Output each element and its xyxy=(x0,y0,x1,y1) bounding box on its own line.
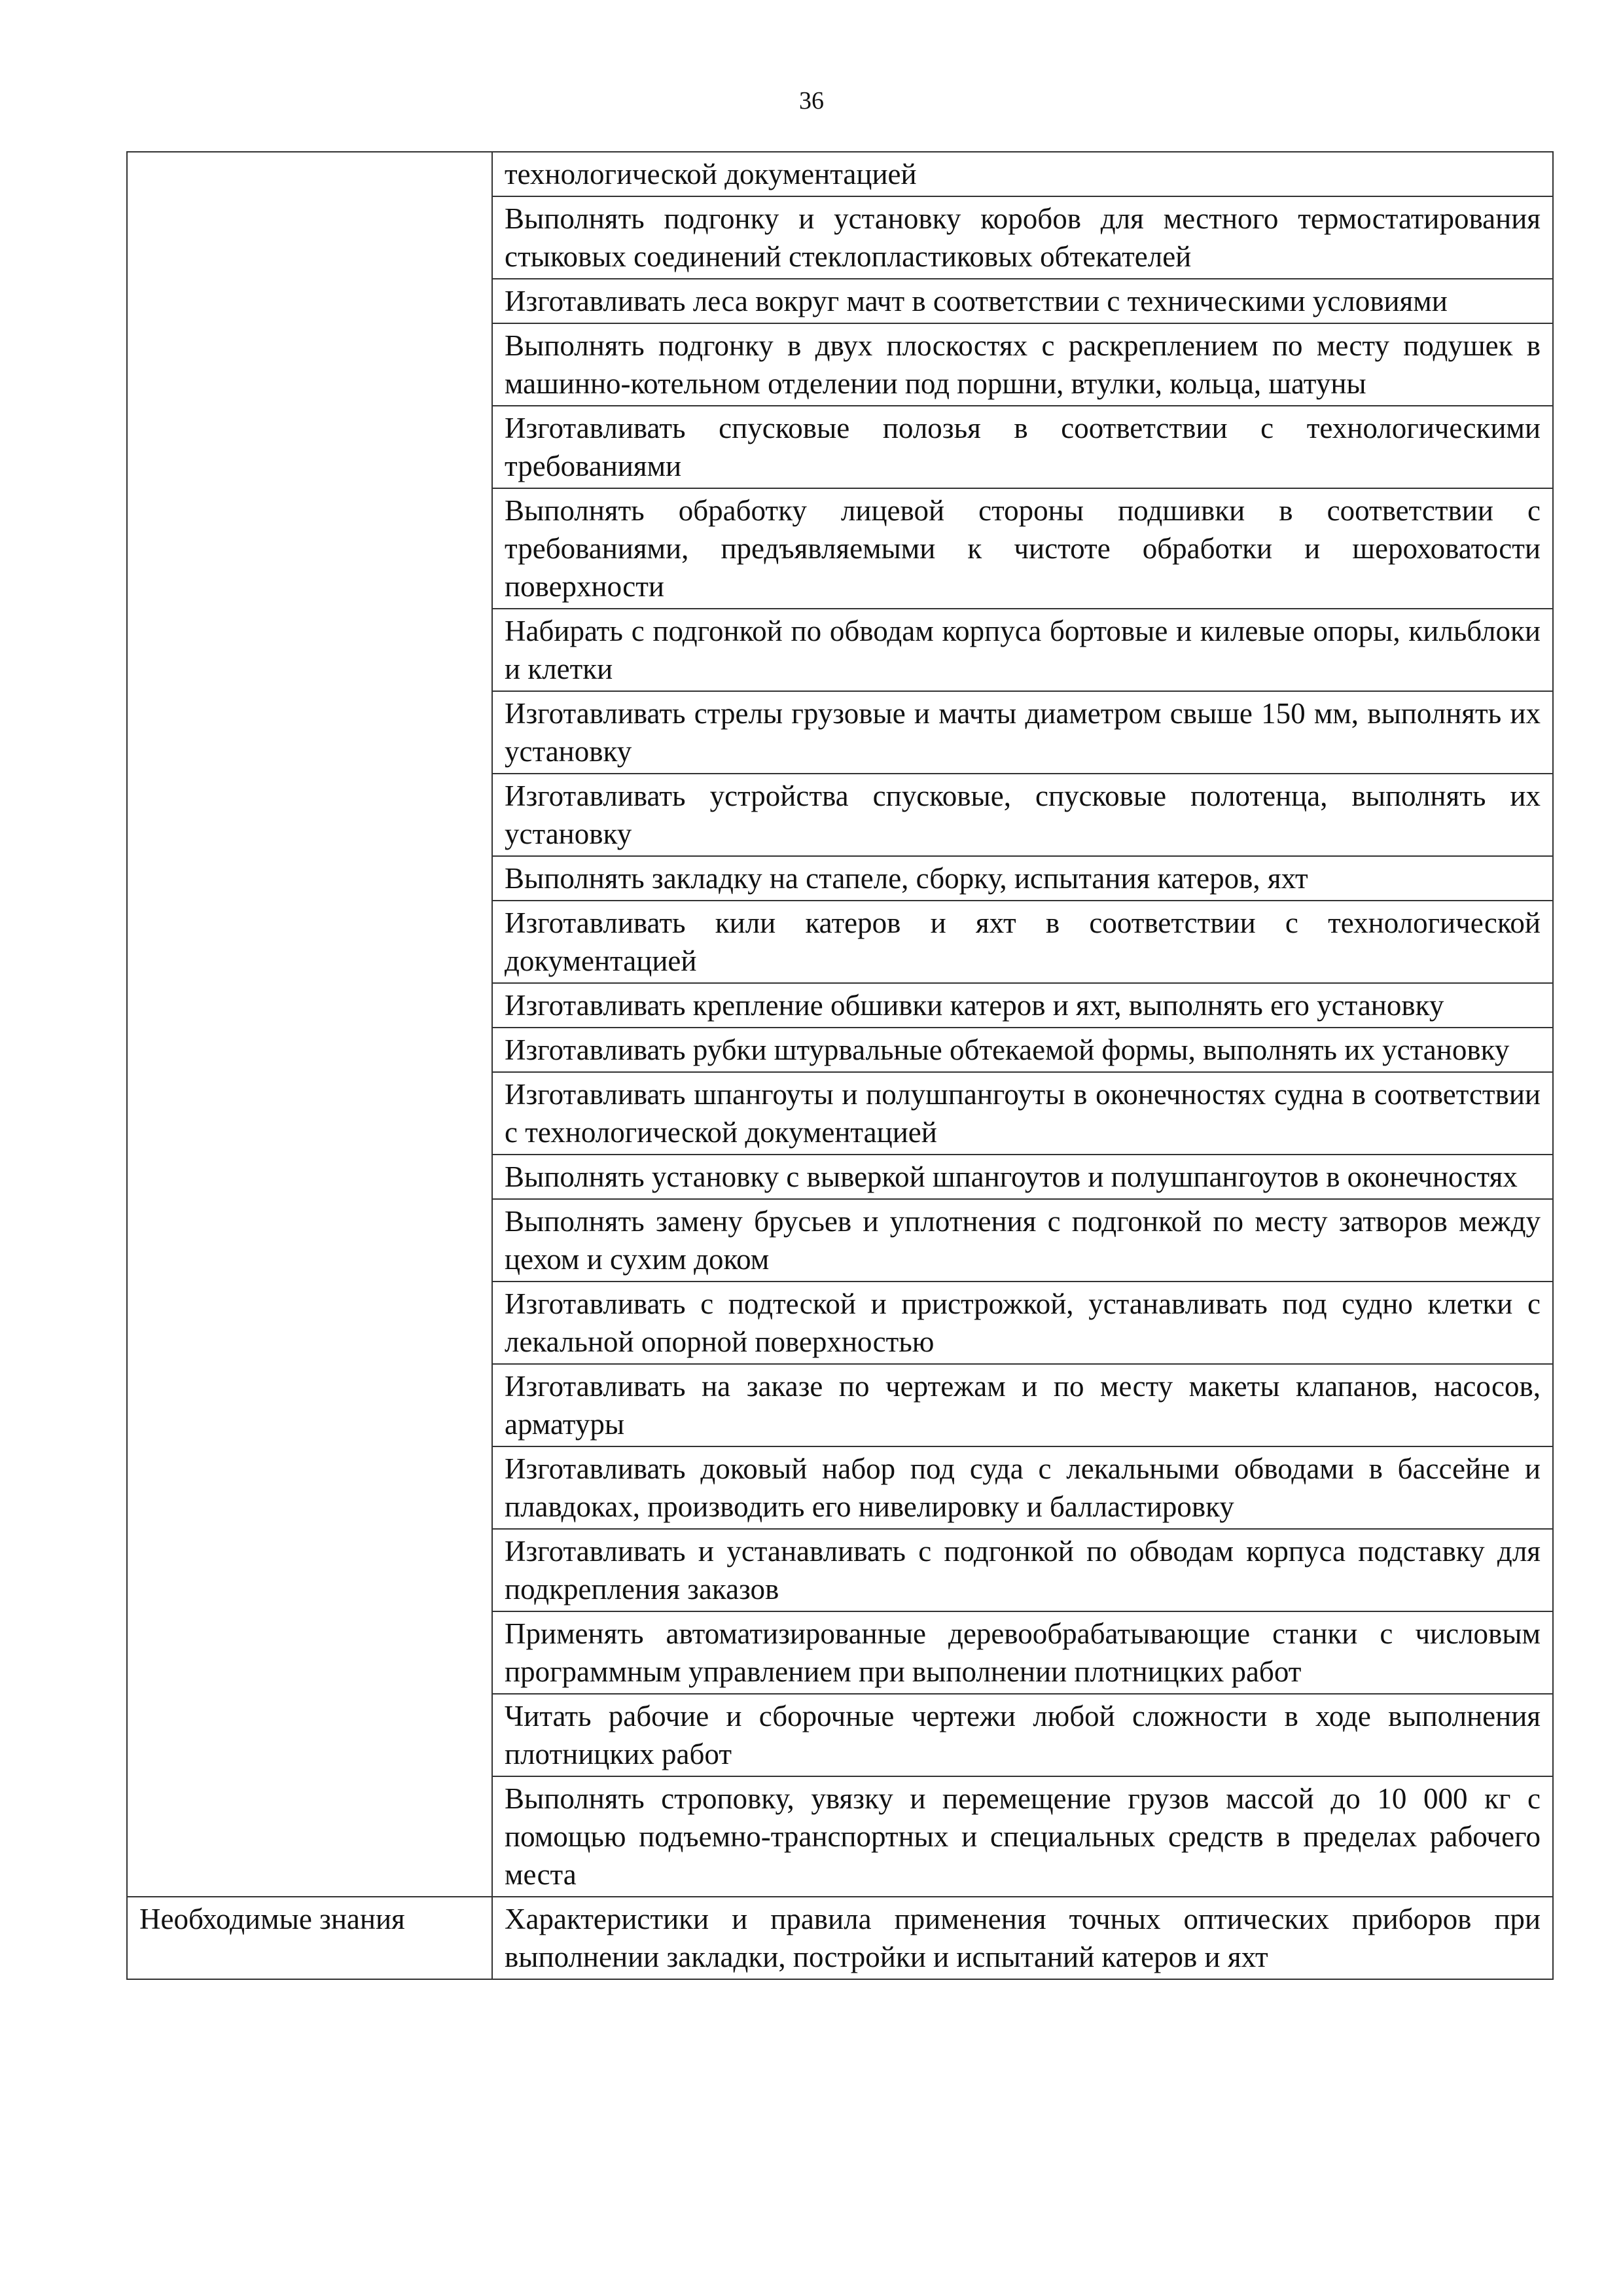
skill-item: Изготавливать крепление обшивки катеров и яхт, выполнять его установку xyxy=(492,983,1553,1028)
skill-item: Выполнять подгонку и установку коробов для местного термостатирования стыковых соединений стеклопластиковых обтекателей xyxy=(492,196,1553,279)
skill-item: Изготавливать устройства спусковые, спусковые полотенца, выполнять их установку xyxy=(492,774,1553,856)
skill-item: Читать рабочие и сборочные чертежи любой сложности в ходе выполнения плотницких работ xyxy=(492,1694,1553,1776)
skills-label-cell xyxy=(127,152,492,1897)
skill-item: Применять автоматизированные деревообрабатывающие станки с числовым программным управлением при выполнении плотницких работ xyxy=(492,1611,1553,1694)
table-row xyxy=(127,1897,1553,1979)
skill-item: Изготавливать шпангоуты и полушпангоуты в оконечностях судна в соответствии с технологической документацией xyxy=(492,1072,1553,1155)
requirements-table xyxy=(126,151,1554,1980)
skill-item: Выполнять замену брусьев и уплотнения с подгонкой по месту затворов между цехом и сухим доком xyxy=(492,1199,1553,1282)
knowledge-item: Характеристики и правила применения точных оптических приборов при выполнении закладки, постройки и испытаний катеров и яхт xyxy=(492,1897,1553,1979)
skill-item: Изготавливать с подтеской и пристрожкой, устанавливать под судно клетки с лекальной опорной поверхностью xyxy=(492,1282,1553,1364)
skill-item: Изготавливать доковый набор под суда с лекальными обводами в бассейне и плавдоках, производить его нивелировку и балластировку xyxy=(492,1446,1553,1529)
skill-item: Изготавливать рубки штурвальные обтекаемой формы, выполнять их установку xyxy=(492,1028,1553,1072)
skill-item: Выполнять обработку лицевой стороны подшивки в соответствии с требованиями, предъявляемыми к чистоте обработки и шероховатости поверхности xyxy=(492,488,1553,609)
skill-item: Выполнять закладку на стапеле, сборку, испытания катеров, яхт xyxy=(492,856,1553,901)
skill-item: Набирать с подгонкой по обводам корпуса бортовые и килевые опоры, кильблоки и клетки xyxy=(492,609,1553,691)
table-row xyxy=(127,152,1553,196)
knowledge-label: Необходимые знания xyxy=(127,1897,492,1979)
skill-item: Изготавливать и устанавливать с подгонкой по обводам корпуса подставку для подкрепления заказов xyxy=(492,1529,1553,1611)
skill-item: Изготавливать леса вокруг мачт в соответствии с техническими условиями xyxy=(492,279,1553,323)
skill-item: Изготавливать стрелы грузовые и мачты диаметром свыше 150 мм, выполнять их установку xyxy=(492,691,1553,774)
skill-item: Изготавливать кили катеров и яхт в соответствии с технологической документацией xyxy=(492,901,1553,983)
skill-item: Выполнять установку с выверкой шпангоутов и полушпангоутов в оконечностях xyxy=(492,1155,1553,1199)
skill-item: Выполнять подгонку в двух плоскостях с раскреплением по месту подушек в машинно-котельном отделении под поршни, втулки, кольца, шатуны xyxy=(492,323,1553,406)
skill-item: Выполнять строповку, увязку и перемещение грузов массой до 10 000 кг с помощью подъемно-транспортных и специальных средств в пределах рабочего места xyxy=(492,1776,1553,1897)
skill-item: Изготавливать на заказе по чертежам и по месту макеты клапанов, насосов, арматуры xyxy=(492,1364,1553,1446)
page-number: 36 xyxy=(799,87,824,115)
skill-item: технологической документацией xyxy=(492,152,1553,196)
skill-item: Изготавливать спусковые полозья в соответствии с технологическими требованиями xyxy=(492,406,1553,488)
